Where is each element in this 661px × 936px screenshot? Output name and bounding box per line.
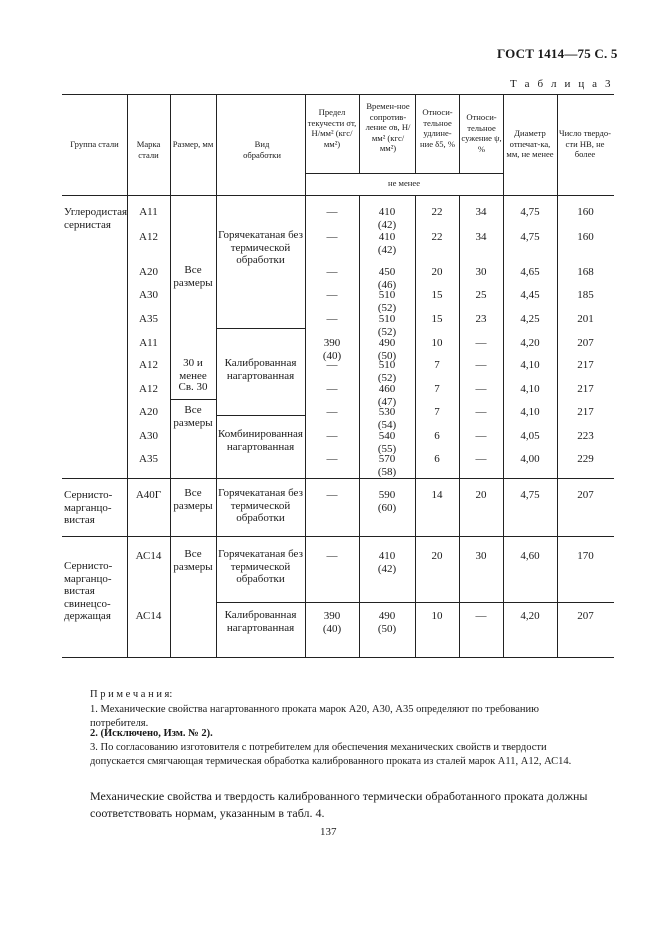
page-number: 137 [320,826,337,838]
cell-tensile-kgf: (52) [377,301,397,314]
cell-elong [415,206,459,219]
cell-diam-value: 4,05 [520,430,540,442]
cell-yield-value: — [326,313,338,325]
cell-diam-value: 4,75 [520,206,540,218]
cell-tensile-kgf: (42) [377,243,397,256]
cell-elong-value: 7 [434,359,440,371]
cell-contract [459,206,503,219]
cell-diam [503,231,557,244]
cell-diam-value: 4,45 [520,289,540,301]
size-all-1: Все размеры [173,264,213,289]
cell-elong-value: 15 [431,313,443,325]
cell-hb [557,359,614,372]
cell-contract-value: 23 [475,313,487,325]
cell-elong-value: 7 [434,383,440,395]
cell-grade-value: А35 [139,313,158,325]
cell-grade-value: А40Г [135,489,162,501]
cell-grade [127,550,170,563]
cell-hb [557,489,614,502]
size-over-30: Св. 30 [178,381,208,393]
process-calibrated-2: Калиброванная нагартованная [224,609,297,634]
cell-diam [503,489,557,502]
cell-hb [557,550,614,563]
cell-elong [415,231,459,244]
cell-grade-value: А35 [139,453,158,465]
cell-tensile-kgf: (42) [377,218,397,231]
cell-contract [459,383,503,396]
cell-contract [459,550,503,563]
cell-elong-value: 10 [431,337,443,349]
cell-tensile-value: 510 [378,359,396,371]
cell-diam [503,266,557,279]
cell-yield-value: — [326,453,338,465]
cell-elong-value: 6 [434,430,440,442]
cell-contract-value: 34 [475,231,487,243]
cell-hb [557,337,614,350]
cell-grade-value: АС14 [135,550,162,562]
cell-hb [557,610,614,623]
cell-contract [459,610,503,623]
cell-elong [415,430,459,443]
cell-yield-value: — [326,206,338,218]
cell-contract-value: 30 [475,266,487,278]
cell-tensile-kgf: (47) [377,395,397,408]
cell-elong-value: 6 [434,453,440,465]
cell-contract [459,337,503,350]
cell-hb [557,231,614,244]
cell-contract [459,289,503,302]
cell-contract-value: 34 [475,206,487,218]
cell-grade [127,231,170,244]
cell-contract [459,453,503,466]
note-2: 2. (Исключено, Изм. № 2). [90,728,213,739]
cell-diam-value: 4,75 [520,231,540,243]
cell-hb-value: 229 [577,453,594,465]
cell-tensile-value: 410 [378,206,396,218]
cell-diam [503,337,557,350]
cell-contract-value: 20 [475,489,487,501]
cell-tensile-value: 540 [378,430,396,442]
cell-tensile [359,206,415,231]
cell-yield-value: 390 [323,337,341,349]
cell-hb [557,383,614,396]
cell-diam-value: 4,10 [520,359,540,371]
cell-grade [127,383,170,396]
col-header-size: Размер, мм [172,139,214,149]
cell-contract-value: — [475,610,487,622]
col-header-hb: Число твердо-сти НВ, не более [558,128,612,160]
col-header-process: Вид обработки [243,139,281,160]
cell-elong [415,406,459,419]
cell-yield [305,206,359,219]
cell-hb-value: 207 [577,610,594,622]
cell-grade [127,337,170,350]
cell-elong-value: 20 [431,550,443,562]
cell-contract-value: 25 [475,289,487,301]
cell-diam [503,206,557,219]
cell-grade [127,430,170,443]
cell-tensile-kgf: (52) [377,325,397,338]
cell-elong [415,550,459,563]
cell-elong-value: 22 [431,231,443,243]
process-hot-rolled-1: Горячекатаная без термической обработки [218,229,303,266]
cell-yield-value: — [326,430,338,442]
cell-contract [459,430,503,443]
cell-diam [503,453,557,466]
cell-hb [557,406,614,419]
cell-grade-value: А12 [139,231,158,243]
cell-tensile-value: 410 [378,550,396,562]
cell-hb-value: 217 [577,383,594,395]
group-carbon-sulfur: Углеродистая сернистая [64,206,128,231]
cell-grade [127,610,170,623]
cell-grade-value: АС14 [135,610,162,622]
cell-hb-value: 170 [577,550,594,562]
cell-yield-value: — [326,550,338,562]
cell-diam [503,313,557,326]
cell-yield [305,383,359,396]
cell-hb-value: 217 [577,359,594,371]
cell-hb [557,289,614,302]
cell-yield-value: — [326,383,338,395]
cell-hb-value: 201 [577,313,594,325]
cell-tensile-kgf: (46) [377,278,397,291]
cell-contract-value: — [475,383,487,395]
cell-tensile-value: 510 [378,313,396,325]
cell-yield [305,231,359,244]
group-sulfur-manganese-lead: Сернисто-марганцо-вистая свинецсо-держащая [64,560,113,622]
cell-tensile-kgf: (60) [377,501,397,514]
col-header-yield: Предел текучести σт, Н/мм² (кгс/мм²) [307,107,357,149]
cell-grade [127,453,170,466]
cell-hb [557,453,614,466]
cell-grade [127,289,170,302]
cell-grade-value: А20 [139,406,158,418]
cell-contract [459,313,503,326]
cell-tensile-kgf: (54) [377,418,397,431]
cell-elong [415,383,459,396]
cell-diam [503,406,557,419]
cell-grade-value: А30 [139,430,158,442]
cell-yield [305,359,359,372]
cell-diam [503,289,557,302]
cell-tensile-kgf: (55) [377,442,397,455]
cell-tensile [359,550,415,575]
cell-elong [415,489,459,502]
cell-hb [557,266,614,279]
cell-diam-value: 4,20 [520,610,540,622]
cell-hb-value: 168 [577,266,594,278]
cell-yield [305,550,359,563]
document-header: ГОСТ 1414—75 С. 5 [497,46,618,61]
cell-tensile-kgf: (50) [377,622,397,635]
cell-yield-value: — [326,231,338,243]
cell-elong-value: 14 [431,489,443,501]
col-header-diam: Диаметр отпечат-ка, мм, не менее [506,128,554,160]
cell-tensile-kgf: (58) [377,465,397,478]
cell-tensile-value: 590 [378,489,396,501]
cell-grade-value: А30 [139,289,158,301]
cell-tensile-value: 490 [378,610,396,622]
cell-diam [503,550,557,563]
col-header-tensile: Времен-ное сопротив-ление σв, Н/мм² (кгс/мм²) [365,101,411,154]
cell-elong-value: 20 [431,266,443,278]
cell-hb-value: 217 [577,406,594,418]
cell-yield [305,610,359,635]
cell-tensile [359,313,415,338]
cell-hb-value: 207 [577,337,594,349]
cell-contract-value: — [475,430,487,442]
cell-yield-value: — [326,489,338,501]
table-label: Т а б л и ц а 3 [510,78,614,90]
cell-contract-value: — [475,359,487,371]
cell-elong [415,313,459,326]
cell-elong [415,359,459,372]
cell-hb [557,313,614,326]
cell-tensile [359,383,415,408]
cell-diam-value: 4,10 [520,406,540,418]
cell-grade [127,359,170,372]
cell-yield [305,453,359,466]
cell-diam-value: 4,20 [520,337,540,349]
cell-tensile-value: 570 [378,453,396,465]
cell-yield [305,266,359,279]
cell-hb-value: 160 [577,206,594,218]
cell-tensile-value: 510 [378,289,396,301]
cell-grade [127,313,170,326]
cell-elong [415,337,459,350]
cell-tensile-value: 450 [378,266,396,278]
cell-tensile [359,231,415,256]
cell-yield-value: — [326,406,338,418]
cell-tensile [359,359,415,384]
cell-contract [459,489,503,502]
cell-diam-value: 4,75 [520,489,540,501]
cell-hb-value: 207 [577,489,594,501]
cell-yield [305,313,359,326]
cell-tensile [359,406,415,431]
size-30-less: 30 и менее [179,357,207,382]
cell-tensile-kgf: (50) [377,349,397,362]
cell-contract [459,359,503,372]
cell-grade-value: А12 [139,383,158,395]
cell-tensile [359,489,415,514]
cell-grade [127,266,170,279]
cell-diam [503,430,557,443]
cell-diam-value: 4,65 [520,266,540,278]
col-header-contract: Относи-тельное сужение ψ, % [461,112,502,154]
cell-yield-kgf: (40) [322,622,342,635]
cell-tensile-value: 530 [378,406,396,418]
cell-diam-value: 4,00 [520,453,540,465]
cell-hb [557,430,614,443]
cell-grade [127,406,170,419]
cell-yield-value: — [326,359,338,371]
cell-elong-value: 15 [431,289,443,301]
note-3: 3. По согласованию изготовителя с потребителем для обеспечения механических свойств и твердости допускается смягчающая термическая обработка калиброванного проката из сталей марок А11, А12, АС14. [90,742,572,767]
size-all-2: Все размеры [173,404,213,429]
process-combined: Комбинированная нагартованная [218,428,303,453]
cell-yield [305,406,359,419]
cell-elong [415,266,459,279]
cell-tensile-value: 490 [378,337,396,349]
cell-yield [305,289,359,302]
process-hot-rolled-3: Горячекатаная без термической обработки [218,548,303,585]
cell-tensile-value: 410 [378,231,396,243]
cell-elong-value: 7 [434,406,440,418]
cell-grade-value: А11 [139,337,158,349]
cell-elong [415,610,459,623]
cell-yield-value: 390 [323,610,341,622]
col-header-group: Группа стали [70,139,119,149]
cell-tensile [359,266,415,291]
note-1: 1. Механические свойства нагартованного проката марок А20, А30, А35 определяют по требованию потребителя. [90,704,540,729]
cell-elong [415,453,459,466]
cell-grade-value: А11 [139,206,158,218]
cell-tensile-kgf: (52) [377,371,397,384]
cell-contract [459,231,503,244]
cell-contract [459,406,503,419]
cell-elong [415,289,459,302]
col-header-not-less: не менее [387,178,421,188]
cell-grade-value: А20 [139,266,158,278]
col-header-elong: Относи-тельное удлине-ние δ5, % [420,107,455,149]
body-paragraph: Механические свойства и твердость калиброванного термически обработанного проката должны соответствовать нормам, указанным в табл. 4. [90,789,588,820]
cell-hb-value: 160 [577,231,594,243]
cell-diam-value: 4,60 [520,550,540,562]
notes-title: П р и м е ч а н и я: [90,689,173,700]
cell-yield-value: — [326,266,338,278]
group-sulfur-manganese: Сернисто-марганцо-вистая [64,489,113,526]
process-calibrated-1: Калиброванная нагартованная [224,357,297,382]
cell-grade [127,206,170,219]
cell-elong-value: 22 [431,206,443,218]
cell-yield [305,489,359,502]
cell-tensile [359,289,415,314]
cell-contract-value: — [475,337,487,349]
cell-tensile-value: 460 [378,383,396,395]
cell-hb [557,206,614,219]
size-all-4: Все размеры [173,548,213,573]
cell-diam [503,610,557,623]
cell-diam-value: 4,25 [520,313,540,325]
cell-diam-value: 4,10 [520,383,540,395]
cell-contract-value: — [475,406,487,418]
col-header-grade: Марка стали [136,139,161,160]
size-all-3: Все размеры [173,487,213,512]
cell-yield-value: — [326,289,338,301]
cell-contract-value: — [475,453,487,465]
cell-tensile [359,453,415,478]
cell-contract-value: 30 [475,550,487,562]
cell-contract [459,266,503,279]
cell-hb-value: 185 [577,289,594,301]
cell-diam [503,359,557,372]
cell-grade-value: А12 [139,359,158,371]
cell-elong-value: 10 [431,610,443,622]
cell-yield-kgf: (40) [322,349,342,362]
cell-hb-value: 223 [577,430,594,442]
process-hot-rolled-2: Горячекатаная без термической обработки [218,487,303,524]
cell-tensile [359,430,415,455]
cell-tensile [359,610,415,635]
cell-diam [503,383,557,396]
cell-yield [305,430,359,443]
cell-tensile-kgf: (42) [377,562,397,575]
cell-grade [127,489,170,502]
